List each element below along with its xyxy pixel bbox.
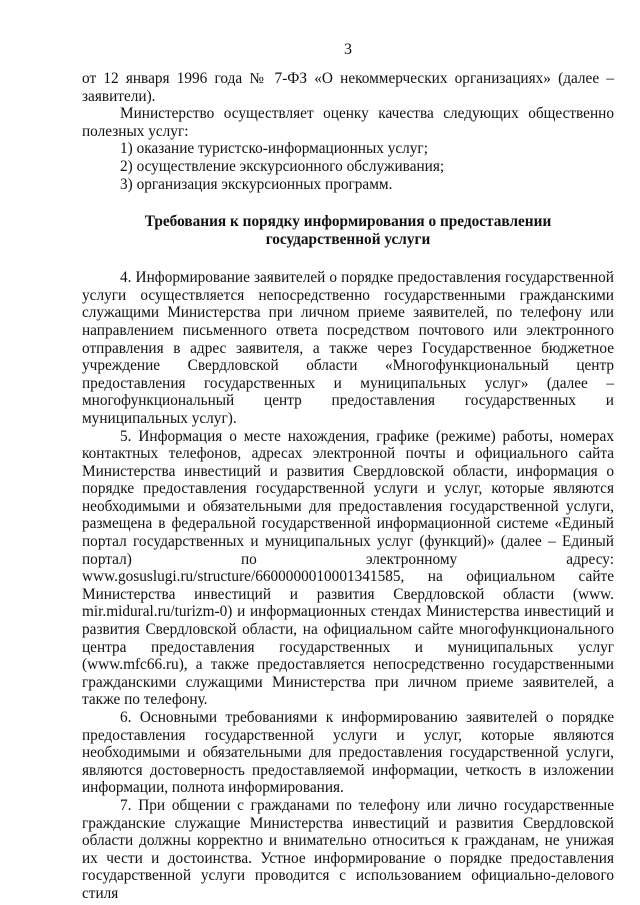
section-heading: [82, 213, 614, 249]
paragraph-4: 4. Информирование заявителей о порядке предоставления государственной услуги осуществляется непосредственно государственными гражданскими служащими Министерства при личном приеме заявителей, по телефону или направлением письменного ответа посредством почтового или электронного отправления в адрес заявителя, а также через Государственное бюджетное учреждение Свердловской области «Многофункциональный центр предоставления государственных и муниципальных услуг» (далее – многофункциональный центр предоставления государственных и муниципальных услуг).: [82, 269, 614, 427]
service-item: 1) оказание туристско-информационных услуг;: [120, 140, 428, 158]
service-item: 2) осуществление экскурсионного обслуживания;: [120, 157, 445, 175]
paragraph-7: 7. При общении с гражданами по телефону или лично государственные гражданские служащие Министерства инвестиций и развития Свердловской области должны корректно и внимательно относиться к гражданам, не унижая их чести и достоинства. Устное информирование о порядке предоставления государственной услуги проводится с использованием официально-делового стиля: [82, 796, 614, 902]
intro-continuation: от 12 января 1996 года № 7-ФЗ «О некоммерческих организациях» (далее – заявители).: [82, 70, 614, 105]
paragraph-6: 6. Основными требованиями к информированию заявителей о порядке предоставления государственной услуги и услуг, которые являются необходимыми и обязательными для предоставления государственной услуги, являются достоверность предоставляемой информации, четкость в изложении информации, полнота информирования.: [82, 709, 614, 797]
service-item: 3) организация экскурсионных программ.: [120, 175, 393, 193]
assessment-text: Министерство осуществляет оценку качества следующих общественно полезных услуг:: [82, 105, 614, 140]
section-heading-line: государственной услуги: [265, 231, 431, 249]
services-list: [82, 140, 614, 193]
section-heading-line: Требования к порядку информирования о предоставлении: [144, 213, 552, 231]
page-number: 3: [344, 41, 352, 58]
paragraph-5: 5. Информация о месте нахождения, графике (режиме) работы, номерах контактных телефонов, адресах электронной почты и официального сайта Министерства инвестиций и развития Свердловской области, информация о порядке предоставления государственной услуги и услуг, которые являются необходимыми и обязательными для предоставления государственной услуги, размещена в федеральной государственной информационной системе «Единый портал государственных и муниципальных услуг (функций)» (далее – Единый портал) по электронному адресу: www.gosuslugi.ru/structure/6600000010001341585, на официальном сайте Министерства инвестиций и развития Свердловской области (www. mir.midural.ru/turizm-0) и информационных стендах Министерства инвестиций и развития Свердловской области, на официальном сайте многофункционального центра предоставления государственных и муниципальных услуг (www.mfc66.ru), а также предоставляется непосредственно государственными гражданскими служащими Министерства при личном приеме заявителей, а также по телефону.: [82, 427, 614, 709]
